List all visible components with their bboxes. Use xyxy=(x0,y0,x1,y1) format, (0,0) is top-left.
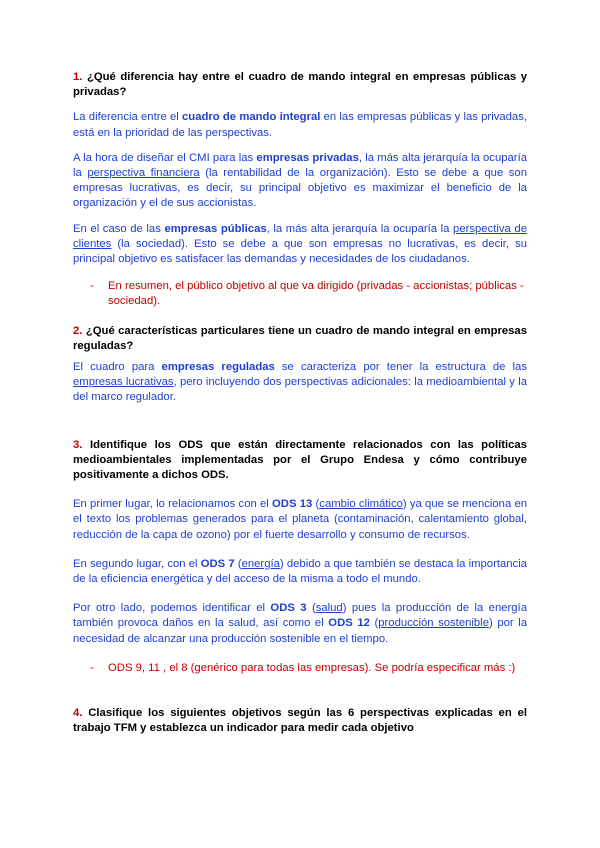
bold-term: empresas reguladas xyxy=(161,361,275,374)
bold-term: ODS 12 xyxy=(328,617,370,630)
question-4-number: 4. xyxy=(73,707,83,720)
text-run: ) pues la producción de la energía también provoca daños en la salud, así como el xyxy=(73,602,527,630)
bold-term: cuadro de mando integral xyxy=(182,111,321,124)
question-3-heading xyxy=(73,438,527,484)
text-run: en las empresas públicas y las privadas, está en la prioridad de las perspectivas. xyxy=(73,111,527,139)
text-run: ( xyxy=(306,602,316,615)
question-4-title: Clasifique los siguientes objetivos según las 6 perspectivas explicadas en el trabajo TFM y establezca un indicador para medir cada objetivo xyxy=(73,707,527,735)
text-run: , pero incluyendo dos perspectivas adicionales: la medioambiental y la del marco regulador. xyxy=(73,376,527,404)
question-4-heading xyxy=(73,706,527,736)
underlined-term: energía xyxy=(241,557,280,570)
question-1-heading xyxy=(73,70,527,100)
question-2-number: 2. xyxy=(73,324,83,337)
answer-3-paragraph-2 xyxy=(73,557,527,587)
bullet-dash: - xyxy=(90,661,94,674)
text-run: ( xyxy=(369,617,379,630)
text-run: El cuadro para xyxy=(73,361,162,374)
underlined-term: cambio climático xyxy=(319,498,403,511)
text-run: ) debido a que también se destaca la importancia de la eficiencia energética y del acceso de la misma a todo el mundo. xyxy=(73,557,527,586)
question-3-number: 3. xyxy=(73,438,83,451)
question-2-title: ¿Qué características particulares tiene un cuadro de mando integral en empresas reguladas? xyxy=(73,324,527,352)
underlined-term: salud xyxy=(315,602,343,615)
text-run: ( xyxy=(312,498,320,511)
text-run: En el caso de las xyxy=(73,222,165,235)
answer-1-paragraph-2 xyxy=(73,151,527,212)
bold-term: ODS 3 xyxy=(270,602,307,615)
underlined-term: producción sostenible xyxy=(378,617,489,630)
document-body xyxy=(73,70,527,737)
bold-term: empresas públicas xyxy=(164,222,267,235)
text-run: ) ya que se menciona en el texto los problemas generados para el planeta (contaminación, calentamiento global, reducción de la capa de ozono) por el fuerte desarrollo y consumo de recursos. xyxy=(73,498,528,541)
note-text: En resumen, el público objetivo al que va dirigido (privadas - accionistas; públicas - sociedad). xyxy=(108,280,524,308)
text-run: , la más alta jerarquía la ocuparía la xyxy=(73,151,527,180)
bold-term: ODS 13 xyxy=(272,498,313,511)
bold-term: empresas privadas xyxy=(256,151,359,164)
text-run: En segundo lugar, con el xyxy=(73,557,201,570)
text-run: (la rentabilidad de la organización). Esto se debe a que son empresas lucrativas, es decir, su principal objetivo es maximizar el beneficio de la organización y el de sus accionistas. xyxy=(73,167,527,210)
text-run: se caracteriza por tener la estructura de las xyxy=(274,361,527,374)
note-3 xyxy=(73,661,527,676)
question-1-number: 1. xyxy=(73,71,83,83)
text-run: ) por la necesidad de alcanzar una producción sostenible en el tiempo. xyxy=(73,617,528,645)
answer-2-paragraph-1 xyxy=(73,360,527,406)
question-3-title: Identifique los ODS que están directamente relacionados con las políticas medioambientales implementadas por el Grupo Endesa y cómo contribuye positivamente a dichos ODS. xyxy=(73,438,527,482)
underlined-term: perspectiva financiera xyxy=(87,167,200,180)
text-run: Por otro lado, podemos identificar el xyxy=(73,602,271,615)
text-run: (la sociedad). Esto se debe a que son empresas no lucrativas, es decir, su principal objetivo es satisfacer las demandas y necesidades de los ciudadanos. xyxy=(73,237,527,266)
text-run: ( xyxy=(234,557,242,570)
text-run: La diferencia entre el xyxy=(73,111,183,124)
text-run: En primer lugar, lo relacionamos con el xyxy=(73,498,273,511)
answer-1-paragraph-1 xyxy=(73,110,527,140)
text-run: A la hora de diseñar el CMI para las xyxy=(73,151,257,164)
question-1-title: ¿Qué diferencia hay entre el cuadro de mando integral en empresas públicas y privadas? xyxy=(73,71,527,99)
text-run: , la más alta jerarquía la ocuparía la xyxy=(266,222,454,235)
note-text: ODS 9, 11 , el 8 (genérico para todas las empresas). Se podría especificar más :) xyxy=(108,661,516,674)
bullet-dash: - xyxy=(90,280,94,293)
bold-term: ODS 7 xyxy=(200,557,235,570)
answer-3-paragraph-3 xyxy=(73,601,527,647)
underlined-term: empresas lucrativas xyxy=(73,376,174,389)
note-1 xyxy=(73,279,527,309)
answer-3-paragraph-1 xyxy=(73,497,527,543)
underlined-term: perspectiva de clientes xyxy=(73,222,527,250)
answer-1-paragraph-3 xyxy=(73,222,527,268)
question-2-heading xyxy=(73,324,527,354)
